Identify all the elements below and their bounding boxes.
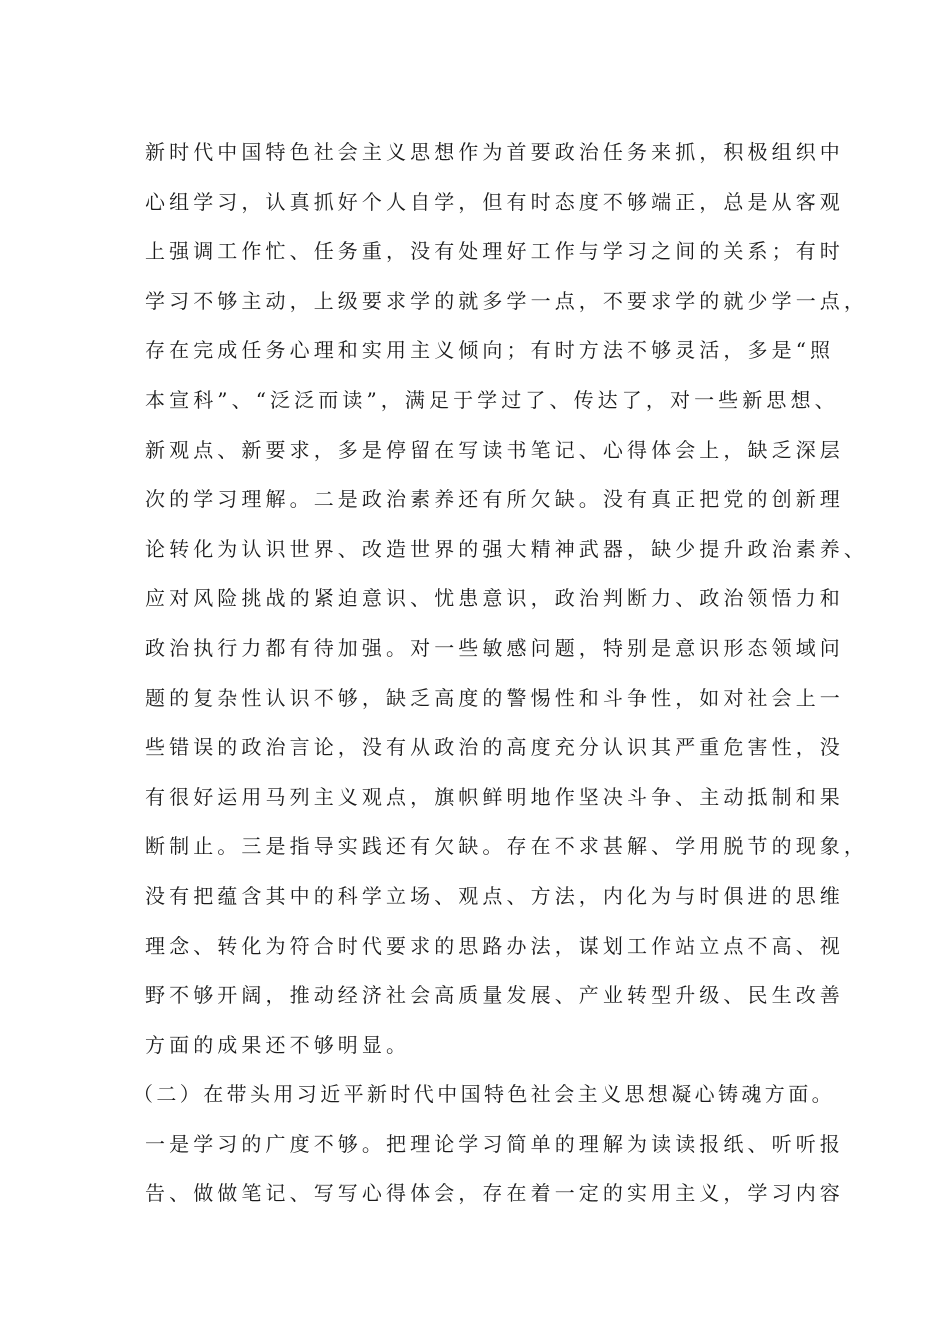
paragraph-line: 野不够开阔，推动经济社会高质量发展、产业转型升级、民生改善 bbox=[145, 983, 844, 1008]
paragraph-line: 断制止。三是指导实践还有欠缺。存在不求甚解、学用脱节的现象， bbox=[145, 834, 868, 859]
paragraph-line: 本宣科”、“泛泛而读”，满足于学过了、传达了，对一些新思想、 bbox=[145, 387, 839, 412]
paragraph-line: 政治执行力都有待加强。对一些敏感问题，特别是意识形态领域问 bbox=[145, 635, 844, 660]
paragraph-line: 些错误的政治言论，没有从政治的高度充分认识其严重危害性，没 bbox=[145, 735, 844, 760]
paragraph-line: 有很好运用马列主义观点，旗帜鲜明地作坚决斗争、主动抵制和果 bbox=[145, 784, 844, 809]
body-text bbox=[133, 128, 868, 1219]
paragraph-line: 题的复杂性认识不够，缺乏高度的警惕性和斗争性，如对社会上一 bbox=[145, 685, 844, 710]
paragraph-line: 告、做做笔记、写写心得体会，存在着一定的实用主义，学习内容 bbox=[145, 1181, 844, 1206]
paragraph-line: 上强调工作忙、任务重，没有处理好工作与学习之间的关系；有时 bbox=[145, 239, 844, 264]
paragraph-line: 新时代中国特色社会主义思想作为首要政治任务来抓，积极组织中 bbox=[145, 140, 844, 164]
paragraph-line: 心组学习，认真抓好个人自学，但有时态度不够端正，总是从客观 bbox=[145, 189, 844, 214]
paragraph-line: 理念、转化为符合时代要求的思路办法，谋划工作站立点不高、视 bbox=[145, 933, 844, 958]
paragraph-line: 没有把蕴含其中的科学立场、观点、方法，内化为与时俱进的思维 bbox=[145, 883, 844, 908]
paragraph-line: 新观点、新要求，多是停留在写读书笔记、心得体会上，缺乏深层 bbox=[145, 437, 844, 462]
paragraph-line: 方面的成果还不够明显。 bbox=[145, 1032, 411, 1057]
paragraph-line: 一是学习的广度不够。把理论学习简单的理解为读读报纸、听听报 bbox=[145, 1131, 844, 1156]
paragraph-line: 次的学习理解。二是政治素养还有所欠缺。没有真正把党的创新理 bbox=[145, 487, 844, 512]
section-heading: （二）在带头用习近平新时代中国特色社会主义思想凝心铸魂方面。 bbox=[133, 1082, 835, 1107]
paragraph-line: 学习不够主动，上级要求学的就多学一点，不要求学的就少学一点， bbox=[145, 288, 868, 313]
paragraph-line: 应对风险挑战的紧迫意识、忧患意识，政治判断力、政治领悟力和 bbox=[145, 586, 844, 611]
paragraph-line: 存在完成任务心理和实用主义倾向；有时方法不够灵活，多是“照 bbox=[145, 338, 835, 363]
paragraph-line: 论转化为认识世界、改造世界的强大精神武器，缺少提升政治素养、 bbox=[145, 536, 868, 561]
